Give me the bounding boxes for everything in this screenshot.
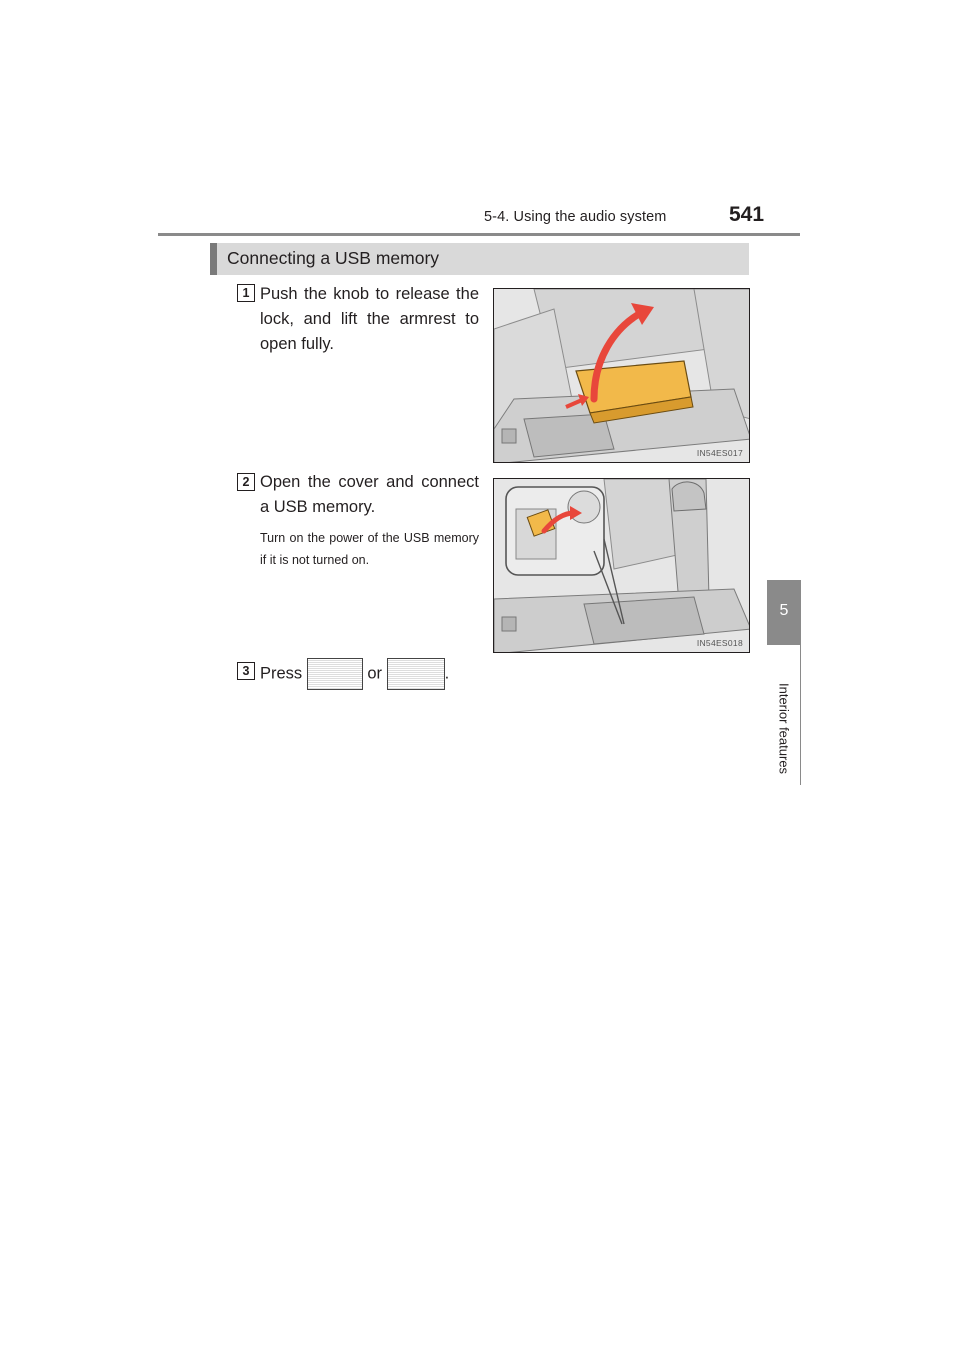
section-title: Connecting a USB memory — [227, 248, 440, 268]
step-2-text: Open the cover and connect a USB memory. — [260, 473, 479, 516]
figure-usb-port — [493, 478, 750, 653]
step-3-text-before: Press — [260, 664, 303, 683]
chapter-title: Interior features — [776, 683, 792, 775]
figure-code-1: IN54ES017 — [696, 448, 743, 458]
step-2-note: Turn on the power of the USB memory if it is not turned on. — [260, 531, 479, 567]
figure-code-2: IN54ES018 — [696, 638, 743, 648]
chapter-number: 5 — [779, 602, 789, 619]
source-button-image-2 — [387, 658, 445, 690]
step-number-1: 1 — [237, 284, 255, 302]
usb-port-illustration — [494, 479, 750, 653]
chapter-title-vertical — [764, 683, 804, 793]
step-number-2: 2 — [237, 473, 255, 491]
step-1-text: Push the knob to release the lock, and lift the armrest to open fully. — [260, 285, 479, 353]
step-3-text-after: . — [444, 664, 450, 683]
running-header-section: 5-4. Using the audio system — [484, 209, 667, 225]
step-number-3: 3 — [237, 662, 255, 680]
source-button-image-1 — [307, 658, 363, 690]
step-3-text-middle: or — [367, 664, 383, 683]
armrest-illustration — [494, 289, 750, 463]
step-3-line — [260, 658, 449, 690]
section-heading-bar — [210, 243, 749, 275]
figure-armrest-open — [493, 288, 750, 463]
chapter-tab — [767, 580, 801, 645]
header-rule — [158, 233, 800, 236]
page-number: 541 — [729, 203, 765, 226]
